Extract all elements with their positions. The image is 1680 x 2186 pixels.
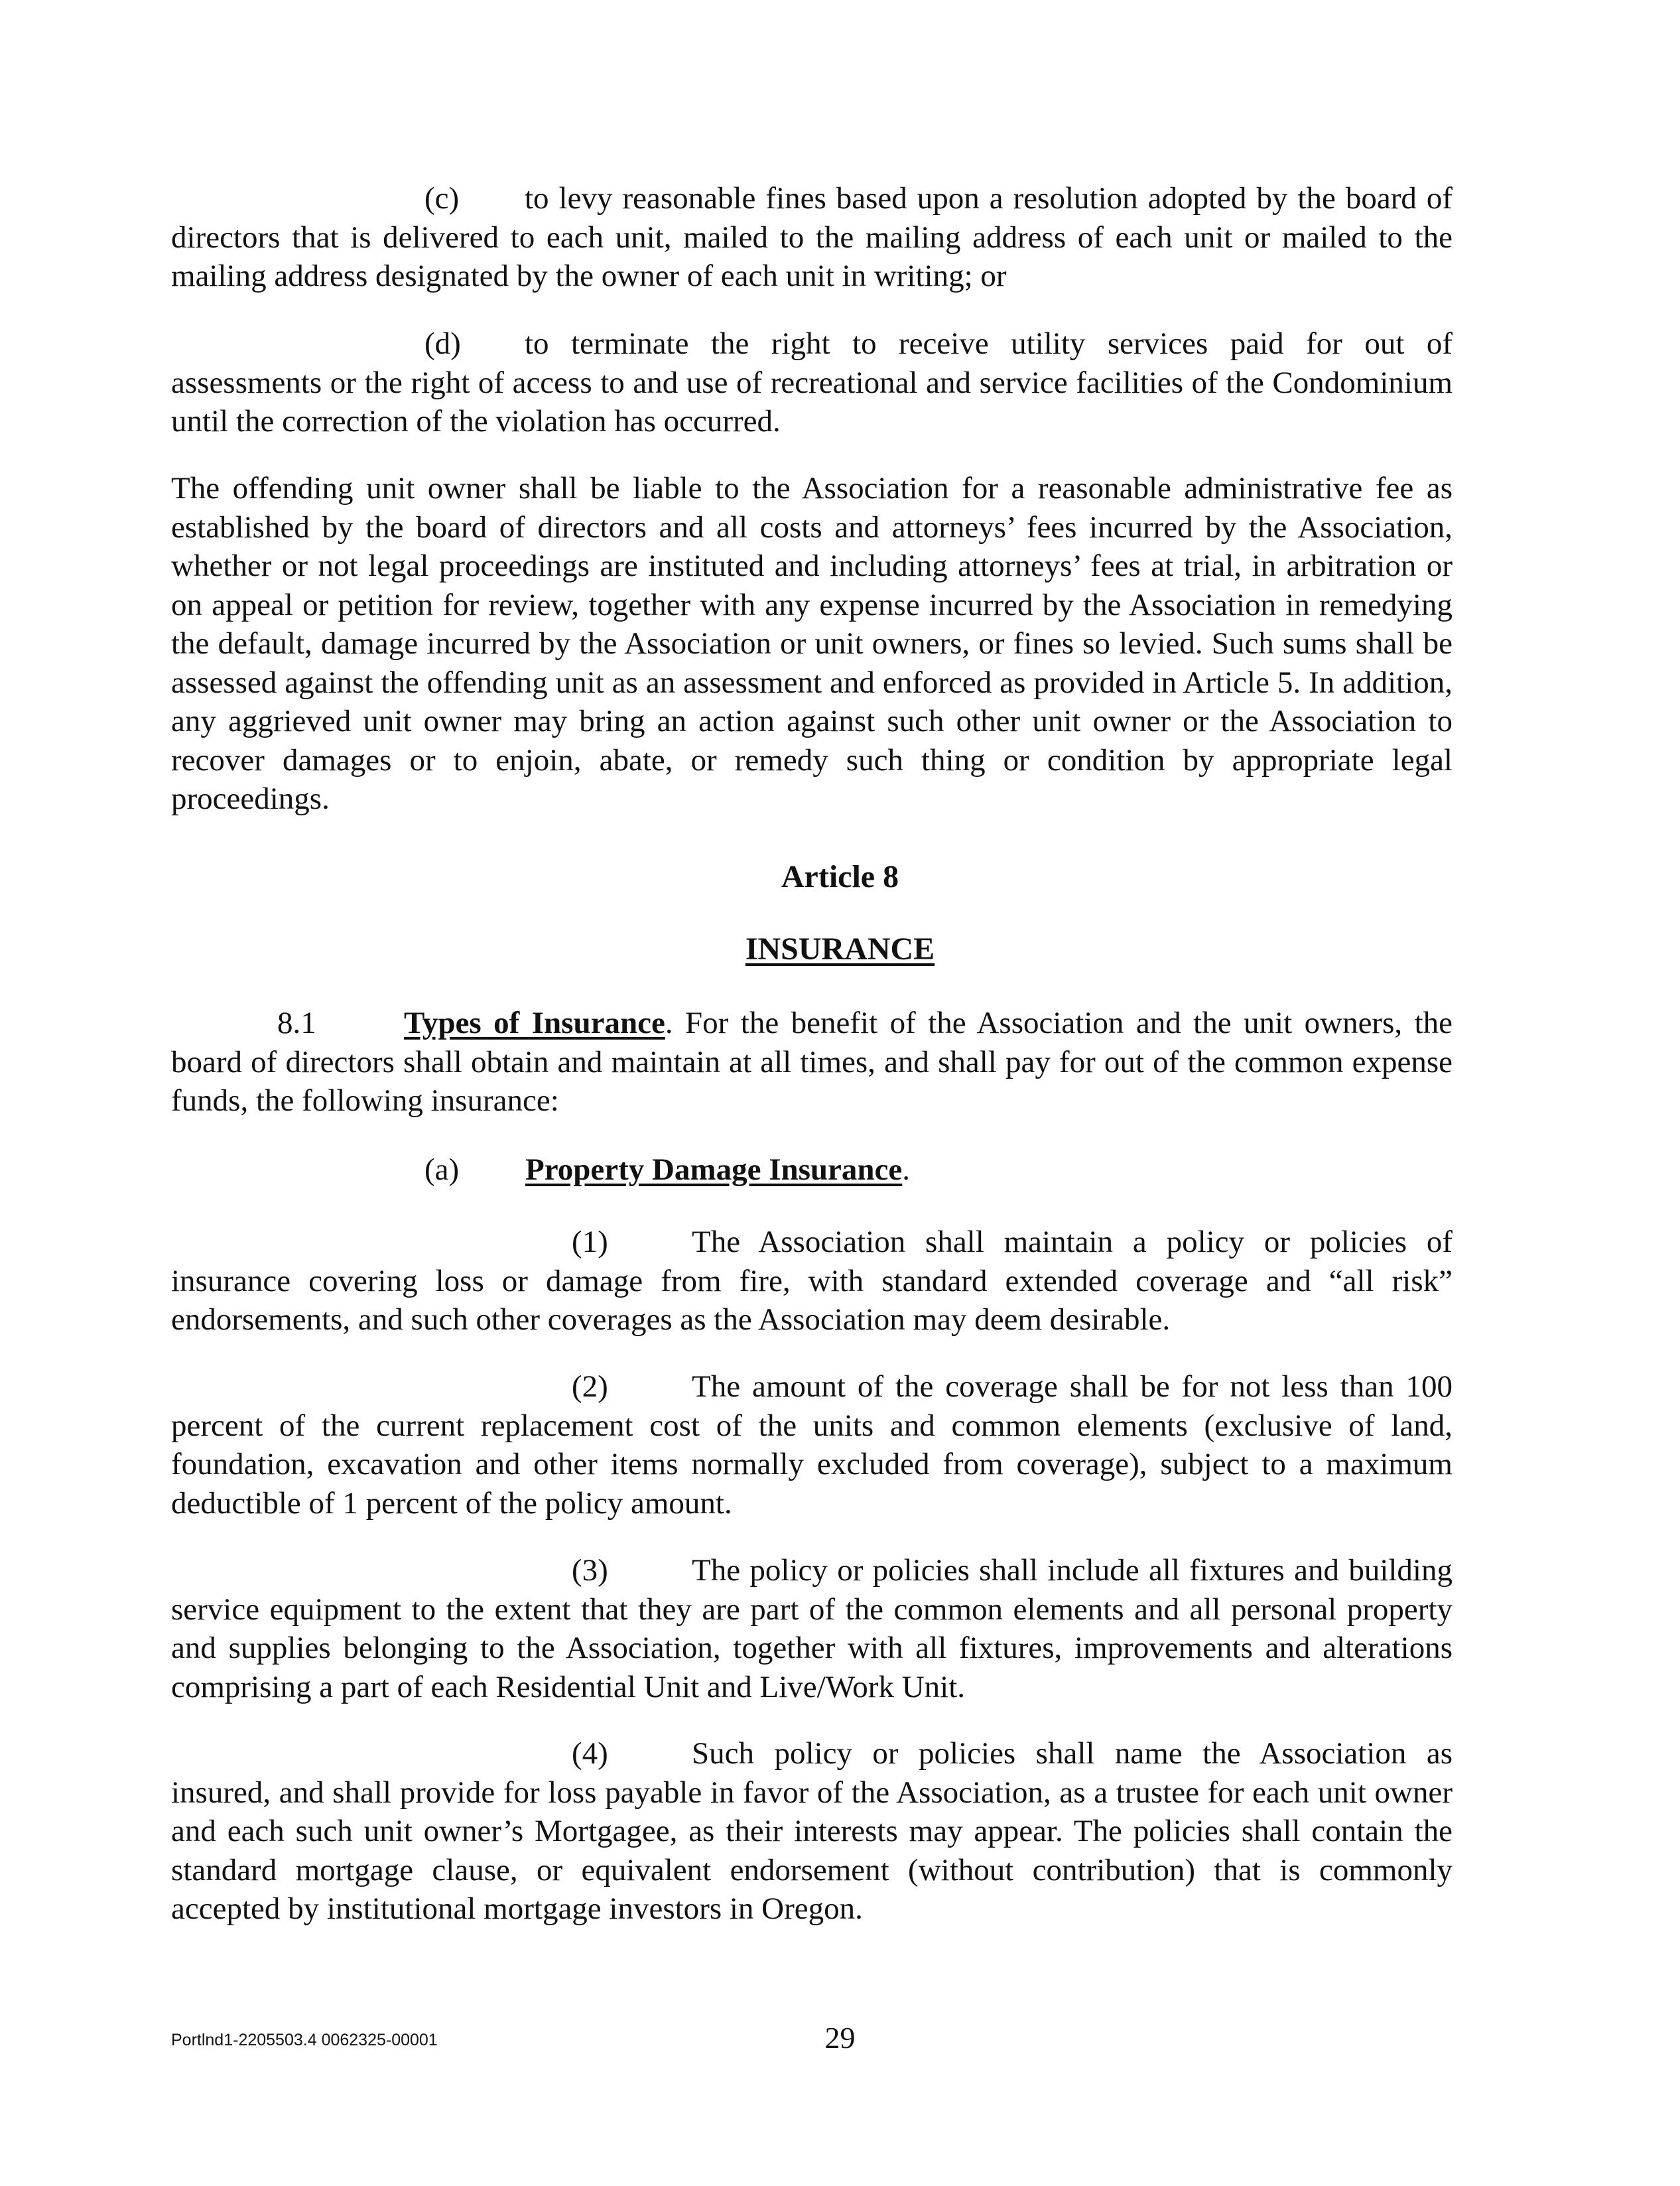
item-3-label: (3)	[572, 1553, 608, 1588]
item-2-label: (2)	[572, 1369, 608, 1404]
paragraph-c-text: to levy reasonable fines based upon a resolution adopted by the board of directors that is delivered to each unit, mailed to the mailing address of each unit or mailed to the mailing address designated by the owner of each unit in writing; or	[171, 181, 1453, 293]
paragraph-offending-owner-text: The offending unit owner shall be liable to the Association for a reasonable administrative fee as established by the board of directors and all costs and attorneys’ fees incurred by the Association, whether or not legal proceedings are instituted and including attorneys’ fees at trial, in arbitration or on appeal or petition for review, together with any expense incurred by the Association in remedying the default, damage incurred by the Association or unit owners, or fines so levied. Such sums shall be assessed against the offending unit as an assessment and enforced as provided in Article 5. In addition, any aggrieved unit owner may bring an action against such other unit owner or the Association to recover damages or to enjoin, abate, or remedy such thing or condition by appropriate legal proceedings.	[171, 471, 1453, 816]
item-1-label: (1)	[572, 1225, 608, 1259]
document-reference-number: Portlnd1-2205503.4 0062325-00001	[171, 2031, 438, 2049]
paragraph-offending-owner	[171, 469, 1453, 819]
section-8-1	[171, 1004, 1453, 1121]
item-1	[171, 1223, 1453, 1339]
subsection-a-trail: .	[902, 1152, 911, 1187]
subsection-a	[171, 1150, 1453, 1189]
page-number: 29	[824, 2021, 856, 2055]
item-4	[171, 1734, 1453, 1929]
item-3-text: The policy or policies shall include all fixtures and building service equipment to the extent that they are part of the common elements and all personal property and supplies belonging to the Association, together with all fixtures, improvements and alterations comprising a part of each Residential Unit and Live/Work Unit.	[171, 1553, 1453, 1704]
item-2	[171, 1367, 1453, 1523]
section-8-1-text: . For the benefit of the Association and the unit owners, the board of directors shall obtain and maintain at all times, and shall pay for out of the common expense funds, the following insurance:	[171, 1006, 1453, 1118]
paragraph-d-label: (d)	[424, 326, 461, 361]
section-8-1-heading: Types of Insurance	[404, 1006, 665, 1040]
section-8-1-number: 8.1	[277, 1006, 316, 1040]
paragraph-d	[171, 324, 1453, 441]
paragraph-c	[171, 179, 1453, 296]
paragraph-c-label: (c)	[424, 181, 460, 216]
article-title: INSURANCE	[745, 931, 935, 967]
paragraph-d-text: to terminate the right to receive utility services paid for out of assessments or the right of access to and use of recreational and service facilities of the Condominium until the correction of the violation has occurred.	[171, 326, 1453, 439]
item-3	[171, 1551, 1453, 1706]
item-1-text: The Association shall maintain a policy or policies of insurance covering loss or damage from fire, with standard extended coverage and “all risk” endorsements, and such other coverages as the Association may deem desirable.	[171, 1225, 1453, 1337]
item-2-text: The amount of the coverage shall be for not less than 100 percent of the current replacement cost of the units and common elements (exclusive of land, foundation, excavation and other items normally excluded from coverage), subject to a maximum deductible of 1 percent of the policy amount.	[171, 1369, 1453, 1521]
item-4-text: Such policy or policies shall name the Association as insured, and shall provide for loss payable in favor of the Association, as a trustee for each unit owner and each such unit owner’s Mortgagee, as their interests may appear. The policies shall contain the standard mortgage clause, or equivalent endorsement (without contribution) that is commonly accepted by institutional mortgage investors in Oregon.	[171, 1736, 1453, 1926]
item-4-label: (4)	[572, 1736, 608, 1771]
subsection-a-label: (a)	[424, 1152, 460, 1187]
subsection-a-heading: Property Damage Insurance	[525, 1152, 903, 1187]
article-number: Article 8	[781, 859, 899, 894]
